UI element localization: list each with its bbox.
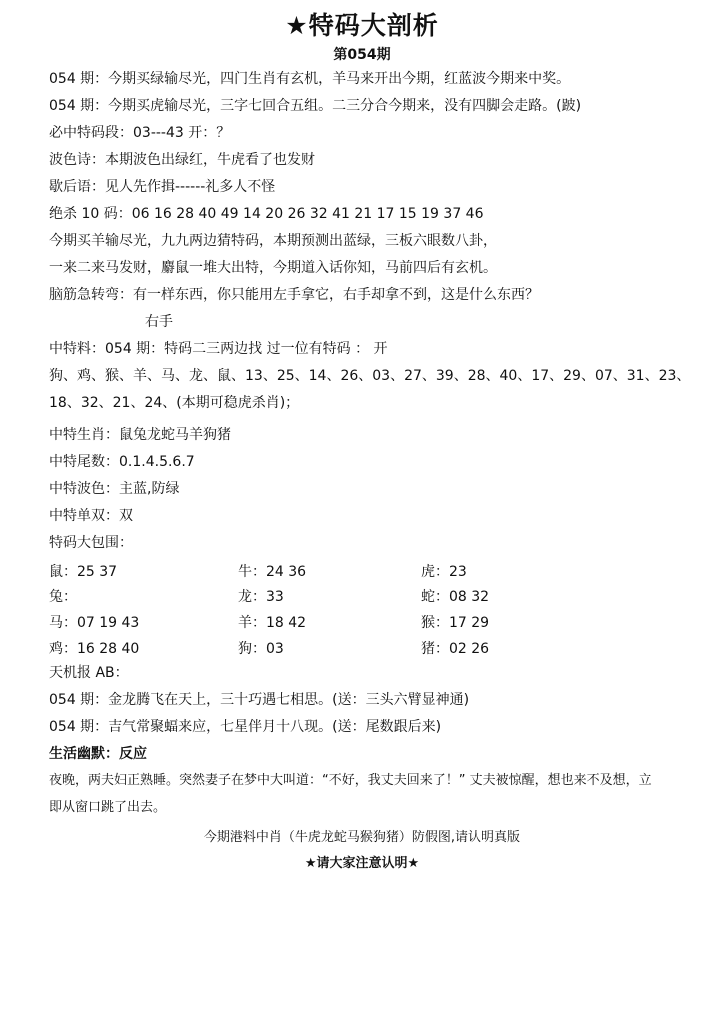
tianji-header: 天机报 AB： <box>49 665 129 681</box>
text-line-7: 今期买羊输尽光，九九两边猜特码，本期预测出蓝绿，三板六眼数八卦， <box>49 233 497 249</box>
text-line-9: 脑筋急转弯：有一样东西，你只能用左手拿它，右手却拿不到，这是什么东西？ <box>49 287 539 303</box>
text-line-13: 18、32、21、24、(本期可稳虎杀肖)； <box>49 395 300 411</box>
text-line-2: 054 期：今期买虎输尽光，三字七回合五组。二三分合今期来，没有四脚会走路。(跛) <box>49 98 582 114</box>
humor-line-2: 即从窗口跳了出去。 <box>49 800 167 815</box>
text-line-16: 中特波色：主蓝,防绿 <box>49 481 180 497</box>
text-line-1: 054 期：今期买绿输尽光，四门生肖有玄机，羊马来开出今期，红蓝波今期来中奖。 <box>49 71 571 87</box>
riddle-answer: 右手 <box>145 314 173 330</box>
text-line-11: 中特料：054 期：特码二三两边找 过一位有特码 ： 开 <box>49 341 388 357</box>
zodiac-cell: 羊：18 42 <box>238 615 307 631</box>
zodiac-cell: 猴：17 29 <box>421 615 490 631</box>
text-line-3: 必中特码段：03---43 开：？ <box>49 125 231 141</box>
text-line-4: 波色诗：本期波色出绿红，牛虎看了也发财 <box>49 152 315 168</box>
zodiac-cell: 马：07 19 43 <box>49 615 140 631</box>
zodiac-cell: 鼠：25 37 <box>49 564 118 580</box>
zodiac-cell: 兔： <box>49 589 77 605</box>
zodiac-cell: 鸡：16 28 40 <box>49 641 140 657</box>
page-title: ★特码大剖析 <box>285 11 439 40</box>
zodiac-cell: 虎：23 <box>421 564 467 580</box>
text-line-18: 特码大包围： <box>49 535 133 551</box>
tianji-line-1: 054 期：金龙腾飞在天上，三十巧遇七相思。(送：三头六臂显神通) <box>49 692 470 708</box>
text-line-8: 一来二来马发财，麝鼠一堆大出特，今期道入话你知，马前四后有玄机。 <box>49 260 497 276</box>
text-line-5: 歇后语：见人先作揖------礼多人不怪 <box>49 179 276 195</box>
humor-header: 生活幽默：反应 <box>49 746 147 762</box>
humor-line-1: 夜晚，两夫妇正熟睡。突然妻子在梦中大叫道：“不好，我丈夫回来了！” 丈夫被惊醒，想也来不及想，立 <box>49 773 652 788</box>
tianji-line-2: 054 期：吉气常聚蝠来应，七星伴月十八现。(送：尾数跟后来) <box>49 719 442 735</box>
footer-note: 今期港料中肖（牛虎龙蛇马猴狗猪）防假图,请认明真版 <box>203 830 521 845</box>
text-line-6: 绝杀 10 码：06 16 28 40 49 14 20 26 32 41 21 17 15 19 37 46 <box>49 206 484 222</box>
zodiac-cell: 狗：03 <box>238 641 284 657</box>
zodiac-cell: 猪：02 26 <box>421 641 490 657</box>
text-line-14: 中特生肖：鼠兔龙蛇马羊狗猪 <box>49 427 231 443</box>
issue-number: 第054期 <box>333 47 391 63</box>
text-line-12: 狗、鸡、猴、羊、马、龙、鼠、13、25、14、26、03、27、39、28、40、17、29、07、31、23、 <box>49 368 691 384</box>
text-line-15: 中特尾数：0.1.4.5.6.7 <box>49 454 195 470</box>
zodiac-cell: 牛：24 36 <box>238 564 307 580</box>
zodiac-cell: 龙：33 <box>238 589 284 605</box>
zodiac-cell: 蛇：08 32 <box>421 589 490 605</box>
footer-warning: ★请大家注意认明★ <box>304 856 420 871</box>
text-line-17: 中特单双：双 <box>49 508 133 524</box>
